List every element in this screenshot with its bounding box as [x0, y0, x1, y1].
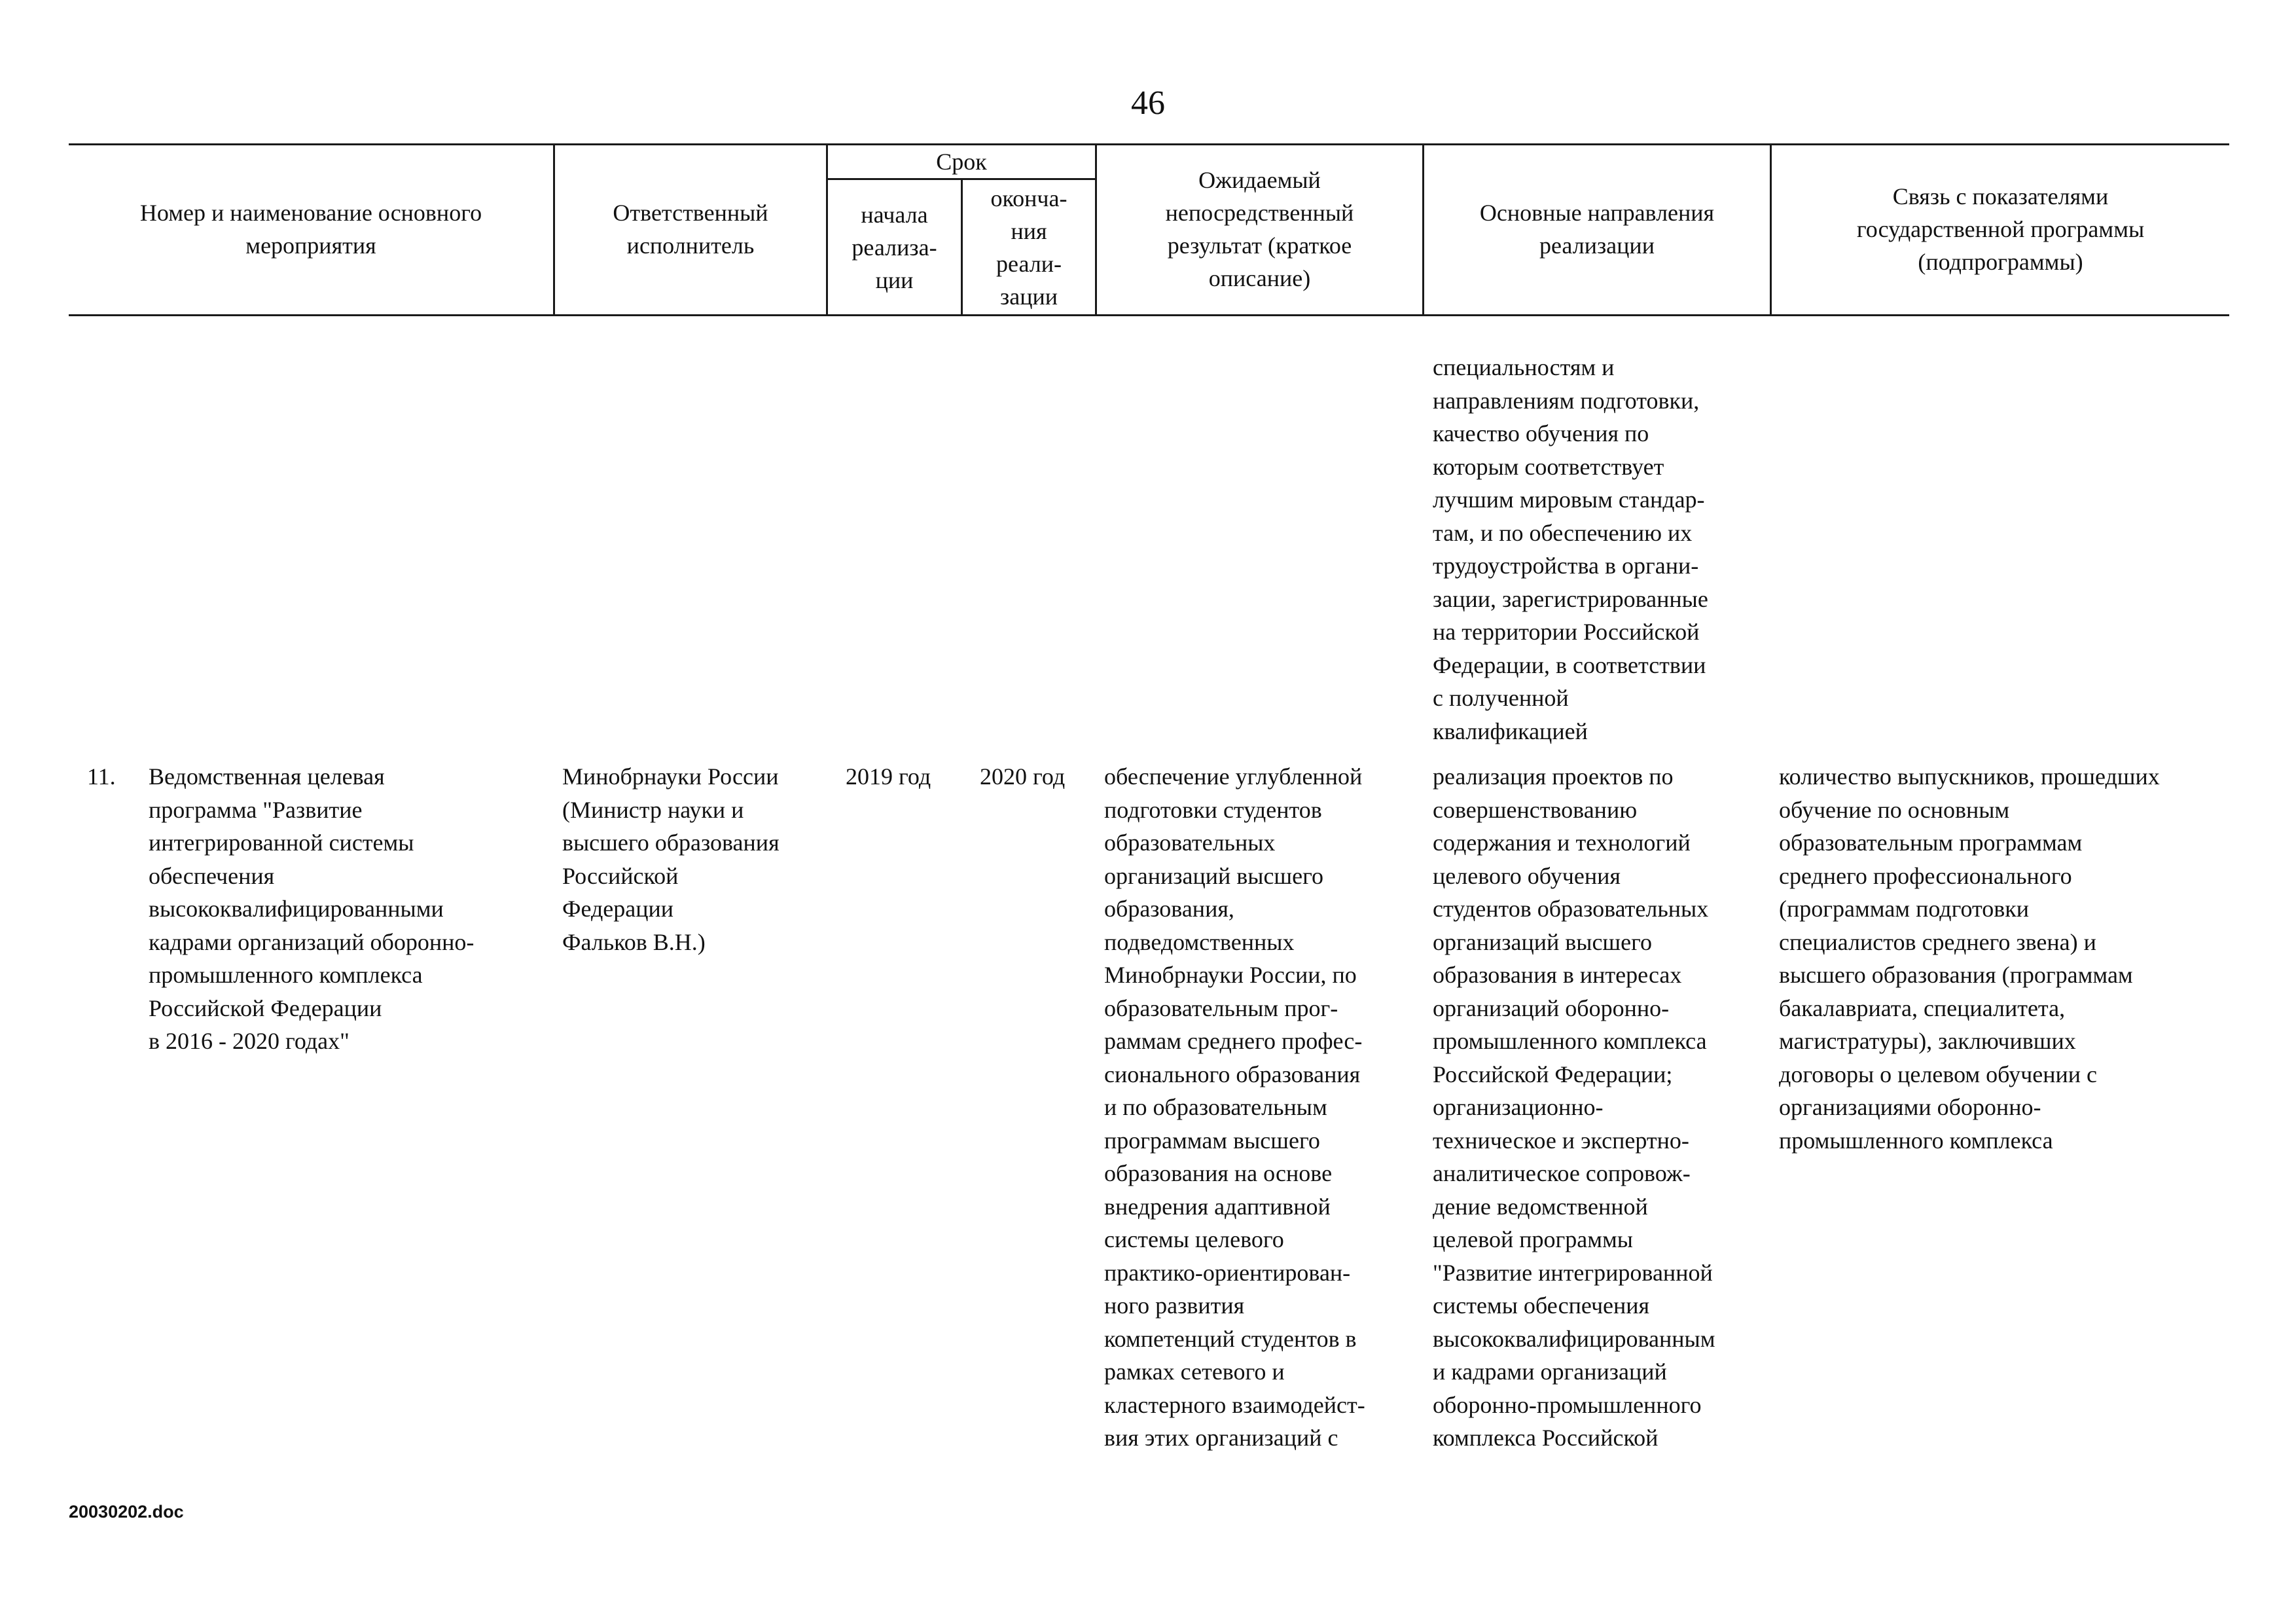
row-end: 2020 год — [980, 763, 1066, 790]
row-directions: реализация проектов по совершенствованию содержания и технологий целевого обучения студентов образовательных организаций высшего образования в интересах организаций оборонно- промышленного комплекса Российской Федерации; организационно- техническое и экспертно- аналитическое сопровож- дение ведомственной целевой программы "Развитие интегрированной системы обеспечения высококвалифицированным и кадрами организаций оборонно-промышленного комплекса Российской — [1433, 763, 1715, 1451]
row-measure: Ведомственная целевая программа "Развитие интегрированной системы обеспечения высококвалифицированными кадрами организаций оборонно- промышленного комплекса Российской Федерации в 2016 - 2020 годах" — [149, 763, 475, 1054]
row-result: обеспечение углубленной подготовки студентов образовательных организаций высшего образования, подведомственных Минобрнауки России, по образовательным прог- раммам среднего профес- сионального образования и по образовательным программам высшего образования на основе внедрения адаптивной системы целевого практико-ориентирован- ного развития компетенций студентов в рамках сетевого и кластерного взаимодейст- вия этих организаций с — [1104, 763, 1365, 1451]
row-start: 2019 год — [846, 763, 931, 790]
header-term: Срок — [936, 149, 987, 175]
footer-filename: 20030202.doc — [69, 1502, 184, 1522]
header-indicators: Связь с показателями государственной программы (подпрограммы) — [1856, 183, 2145, 275]
header-term-start: начала реализа- ции — [852, 201, 937, 293]
header-directions: Основные направления реализации — [1479, 199, 1715, 259]
header-bottom-rule — [69, 314, 2229, 316]
header-term-end: оконча- ния реали- зации — [990, 185, 1067, 310]
continuation-directions: специальностям и направлениям подготовки, качество обучения по которым соответствует лучшим мировым стандар- там, и по обеспечению их трудоустройства в органи- зации, зарегистрированные на территории Российской Федерации, в соответствии с полученной квалификацией — [1433, 354, 1708, 744]
page-number: 46 — [1131, 84, 1165, 122]
row-executor: Минобрнауки России (Министр науки и высшего образования Российской Федерации Фальков В.Н.) — [562, 763, 780, 955]
header-executor: Ответственный исполнитель — [613, 199, 768, 259]
header-result: Ожидаемый непосредственный результат (краткое описание) — [1165, 166, 1354, 291]
header-measure: Номер и наименование основного мероприятия — [139, 199, 482, 259]
row-number: 11. — [87, 763, 116, 790]
row-indicators: количество выпускников, прошедших обучение по основным образовательным программам среднего профессионального (программам подготовки специалистов среднего звена) и высшего образования (программам бакалавриата, специалитета, магистратуры), заключивших договоры о целевом обучении с организациями оборонно- промышленного комплекса — [1779, 763, 2160, 1154]
